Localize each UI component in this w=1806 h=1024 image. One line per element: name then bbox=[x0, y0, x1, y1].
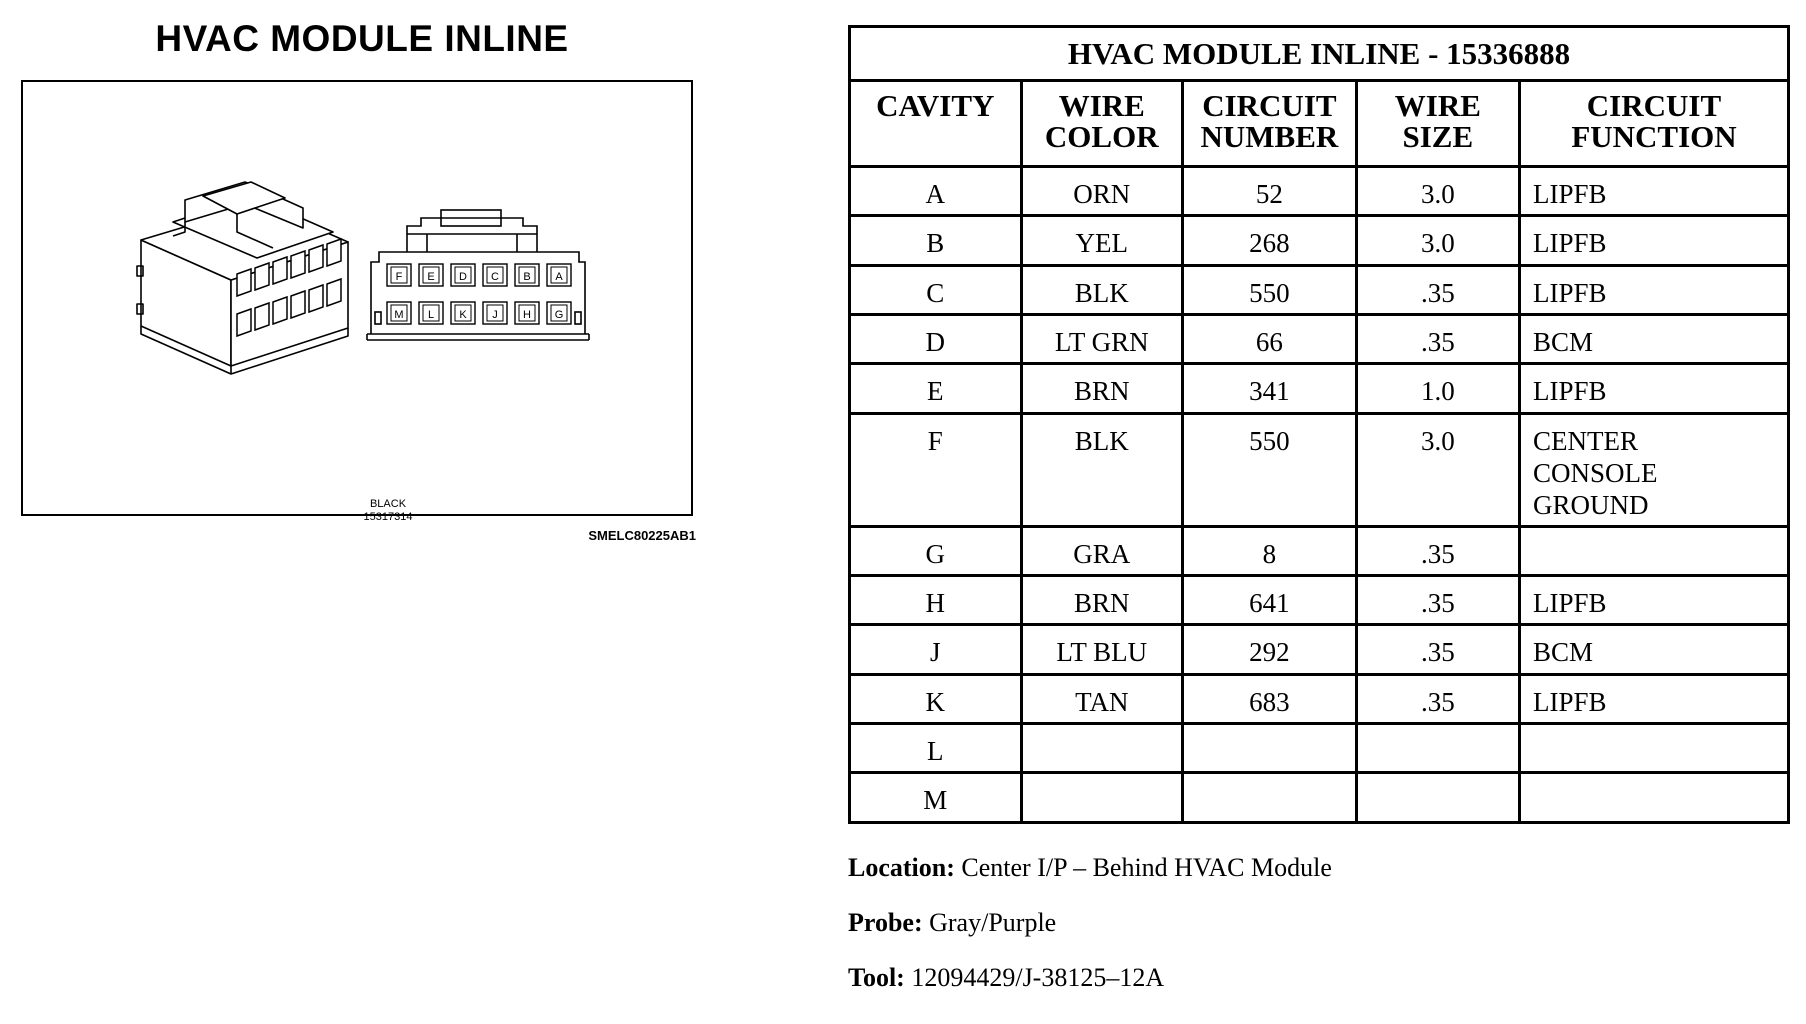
location-value: Center I/P – Behind HVAC Module bbox=[961, 853, 1332, 882]
cell-circuit-number: 683 bbox=[1183, 674, 1357, 723]
cell-circuit-function: LIPFB bbox=[1519, 265, 1788, 314]
cell-circuit-function bbox=[1519, 526, 1788, 575]
cell-cavity: H bbox=[850, 576, 1022, 625]
cavity-opening bbox=[273, 257, 287, 284]
pinout-table bbox=[848, 25, 1790, 824]
header-circuit-number: CIRCUIT NUMBER bbox=[1183, 81, 1357, 167]
probe-note bbox=[848, 908, 1056, 938]
location-note bbox=[848, 853, 1332, 883]
header-wire-size: WIRE SIZE bbox=[1356, 81, 1519, 167]
cell-wire-color: BLK bbox=[1021, 265, 1183, 314]
table-row bbox=[850, 167, 1789, 216]
cell-wire-color bbox=[1021, 773, 1183, 823]
header-wire-color: WIRE COLOR bbox=[1021, 81, 1183, 167]
connector-color: BLACK bbox=[369, 498, 407, 510]
connector-drawing bbox=[23, 82, 691, 514]
cavity-opening bbox=[291, 251, 305, 278]
tool-label: Tool: bbox=[848, 963, 905, 992]
cell-circuit-function: CENTER CONSOLE GROUND bbox=[1519, 413, 1788, 526]
cell-circuit-function: LIPFB bbox=[1519, 216, 1788, 265]
probe-value: Gray/Purple bbox=[929, 908, 1057, 937]
cell-circuit-function bbox=[1519, 724, 1788, 773]
cell-circuit-number bbox=[1183, 724, 1357, 773]
cell-cavity: A bbox=[850, 167, 1022, 216]
cell-circuit-function: LIPFB bbox=[1519, 167, 1788, 216]
table-row bbox=[850, 364, 1789, 413]
cell-circuit-function: LIPFB bbox=[1519, 364, 1788, 413]
cavity-opening bbox=[237, 269, 251, 296]
cell-cavity: B bbox=[850, 216, 1022, 265]
cavity-opening bbox=[327, 279, 341, 306]
connector-color-label bbox=[353, 498, 423, 524]
figure-code: SMELC80225AB1 bbox=[588, 528, 696, 543]
cavity-opening bbox=[309, 245, 323, 272]
tool-note bbox=[848, 963, 1164, 993]
cell-wire-color: LT GRN bbox=[1021, 315, 1183, 364]
table-row bbox=[850, 526, 1789, 575]
table-row bbox=[850, 413, 1789, 526]
pin-label: M bbox=[394, 309, 404, 321]
cell-cavity: F bbox=[850, 413, 1022, 526]
cell-wire-color: BRN bbox=[1021, 576, 1183, 625]
cell-wire-size bbox=[1356, 724, 1519, 773]
cell-wire-color: BLK bbox=[1021, 413, 1183, 526]
cavity-opening bbox=[273, 297, 287, 324]
cell-circuit-function: LIPFB bbox=[1519, 576, 1788, 625]
cell-wire-size: 3.0 bbox=[1356, 413, 1519, 526]
cell-wire-color: GRA bbox=[1021, 526, 1183, 575]
cell-wire-color: ORN bbox=[1021, 167, 1183, 216]
connector-part-number: 15317314 bbox=[363, 511, 413, 523]
cell-circuit-number: 268 bbox=[1183, 216, 1357, 265]
header-cavity: CAVITY bbox=[850, 81, 1022, 167]
cell-cavity: J bbox=[850, 625, 1022, 674]
diagram-title: HVAC MODULE INLINE bbox=[155, 18, 569, 59]
pin-label: H bbox=[523, 309, 531, 321]
table-row bbox=[850, 724, 1789, 773]
cavity-opening bbox=[237, 309, 251, 336]
cell-cavity: D bbox=[850, 315, 1022, 364]
pin-label: C bbox=[491, 271, 499, 283]
cell-wire-color: TAN bbox=[1021, 674, 1183, 723]
cell-wire-size bbox=[1356, 773, 1519, 823]
cell-wire-size: .35 bbox=[1356, 576, 1519, 625]
cell-circuit-number: 341 bbox=[1183, 364, 1357, 413]
cavity-opening bbox=[309, 285, 323, 312]
pin-label: D bbox=[459, 271, 467, 283]
tool-value: 12094429/J-38125–12A bbox=[911, 963, 1165, 992]
location-label: Location: bbox=[848, 853, 955, 882]
table-row bbox=[850, 674, 1789, 723]
pin-label: K bbox=[459, 309, 467, 321]
table-row bbox=[850, 216, 1789, 265]
cell-wire-size: .35 bbox=[1356, 625, 1519, 674]
pin-label: L bbox=[427, 309, 435, 321]
cell-circuit-number: 52 bbox=[1183, 167, 1357, 216]
cell-wire-color bbox=[1021, 724, 1183, 773]
cavity-opening bbox=[255, 263, 269, 290]
cell-wire-color: BRN bbox=[1021, 364, 1183, 413]
cell-cavity: M bbox=[850, 773, 1022, 823]
cavity-opening bbox=[327, 239, 341, 266]
cell-circuit-function: BCM bbox=[1519, 315, 1788, 364]
cell-wire-size: .35 bbox=[1356, 526, 1519, 575]
cell-wire-size: 3.0 bbox=[1356, 167, 1519, 216]
pin-label: E bbox=[427, 271, 435, 283]
table-row bbox=[850, 265, 1789, 314]
cell-wire-color: LT BLU bbox=[1021, 625, 1183, 674]
table-row bbox=[850, 315, 1789, 364]
cell-circuit-function: LIPFB bbox=[1519, 674, 1788, 723]
cell-circuit-number: 8 bbox=[1183, 526, 1357, 575]
cell-wire-color: YEL bbox=[1021, 216, 1183, 265]
cavity-opening bbox=[255, 303, 269, 330]
pin-label: G bbox=[554, 309, 564, 321]
pin-label: A bbox=[555, 271, 563, 283]
cell-cavity: C bbox=[850, 265, 1022, 314]
pin-label: F bbox=[395, 271, 403, 283]
table-row bbox=[850, 625, 1789, 674]
cell-wire-size: 3.0 bbox=[1356, 216, 1519, 265]
cell-wire-size: .35 bbox=[1356, 674, 1519, 723]
probe-label: Probe: bbox=[848, 908, 923, 937]
cell-wire-size: 1.0 bbox=[1356, 364, 1519, 413]
header-circuit-function: CIRCUIT FUNCTION bbox=[1519, 81, 1788, 167]
cell-circuit-function bbox=[1519, 773, 1788, 823]
cell-circuit-number: 66 bbox=[1183, 315, 1357, 364]
cell-wire-size: .35 bbox=[1356, 315, 1519, 364]
cell-circuit-number: 550 bbox=[1183, 413, 1357, 526]
table-row bbox=[850, 773, 1789, 823]
connector-diagram-frame bbox=[21, 80, 693, 523]
cell-cavity: L bbox=[850, 724, 1022, 773]
cell-wire-size: .35 bbox=[1356, 265, 1519, 314]
pin-label: B bbox=[523, 271, 531, 283]
cell-circuit-function: BCM bbox=[1519, 625, 1788, 674]
table-header-row bbox=[850, 81, 1789, 167]
connector-face-pins bbox=[387, 264, 571, 324]
table-title: HVAC MODULE INLINE - 15336888 bbox=[850, 27, 1789, 81]
cell-cavity: G bbox=[850, 526, 1022, 575]
cell-circuit-number bbox=[1183, 773, 1357, 823]
table-row bbox=[850, 576, 1789, 625]
cell-circuit-number: 292 bbox=[1183, 625, 1357, 674]
cell-circuit-number: 550 bbox=[1183, 265, 1357, 314]
cell-cavity: E bbox=[850, 364, 1022, 413]
pin-label: J bbox=[492, 309, 498, 321]
cavity-opening bbox=[291, 291, 305, 318]
cell-cavity: K bbox=[850, 674, 1022, 723]
cell-circuit-number: 641 bbox=[1183, 576, 1357, 625]
